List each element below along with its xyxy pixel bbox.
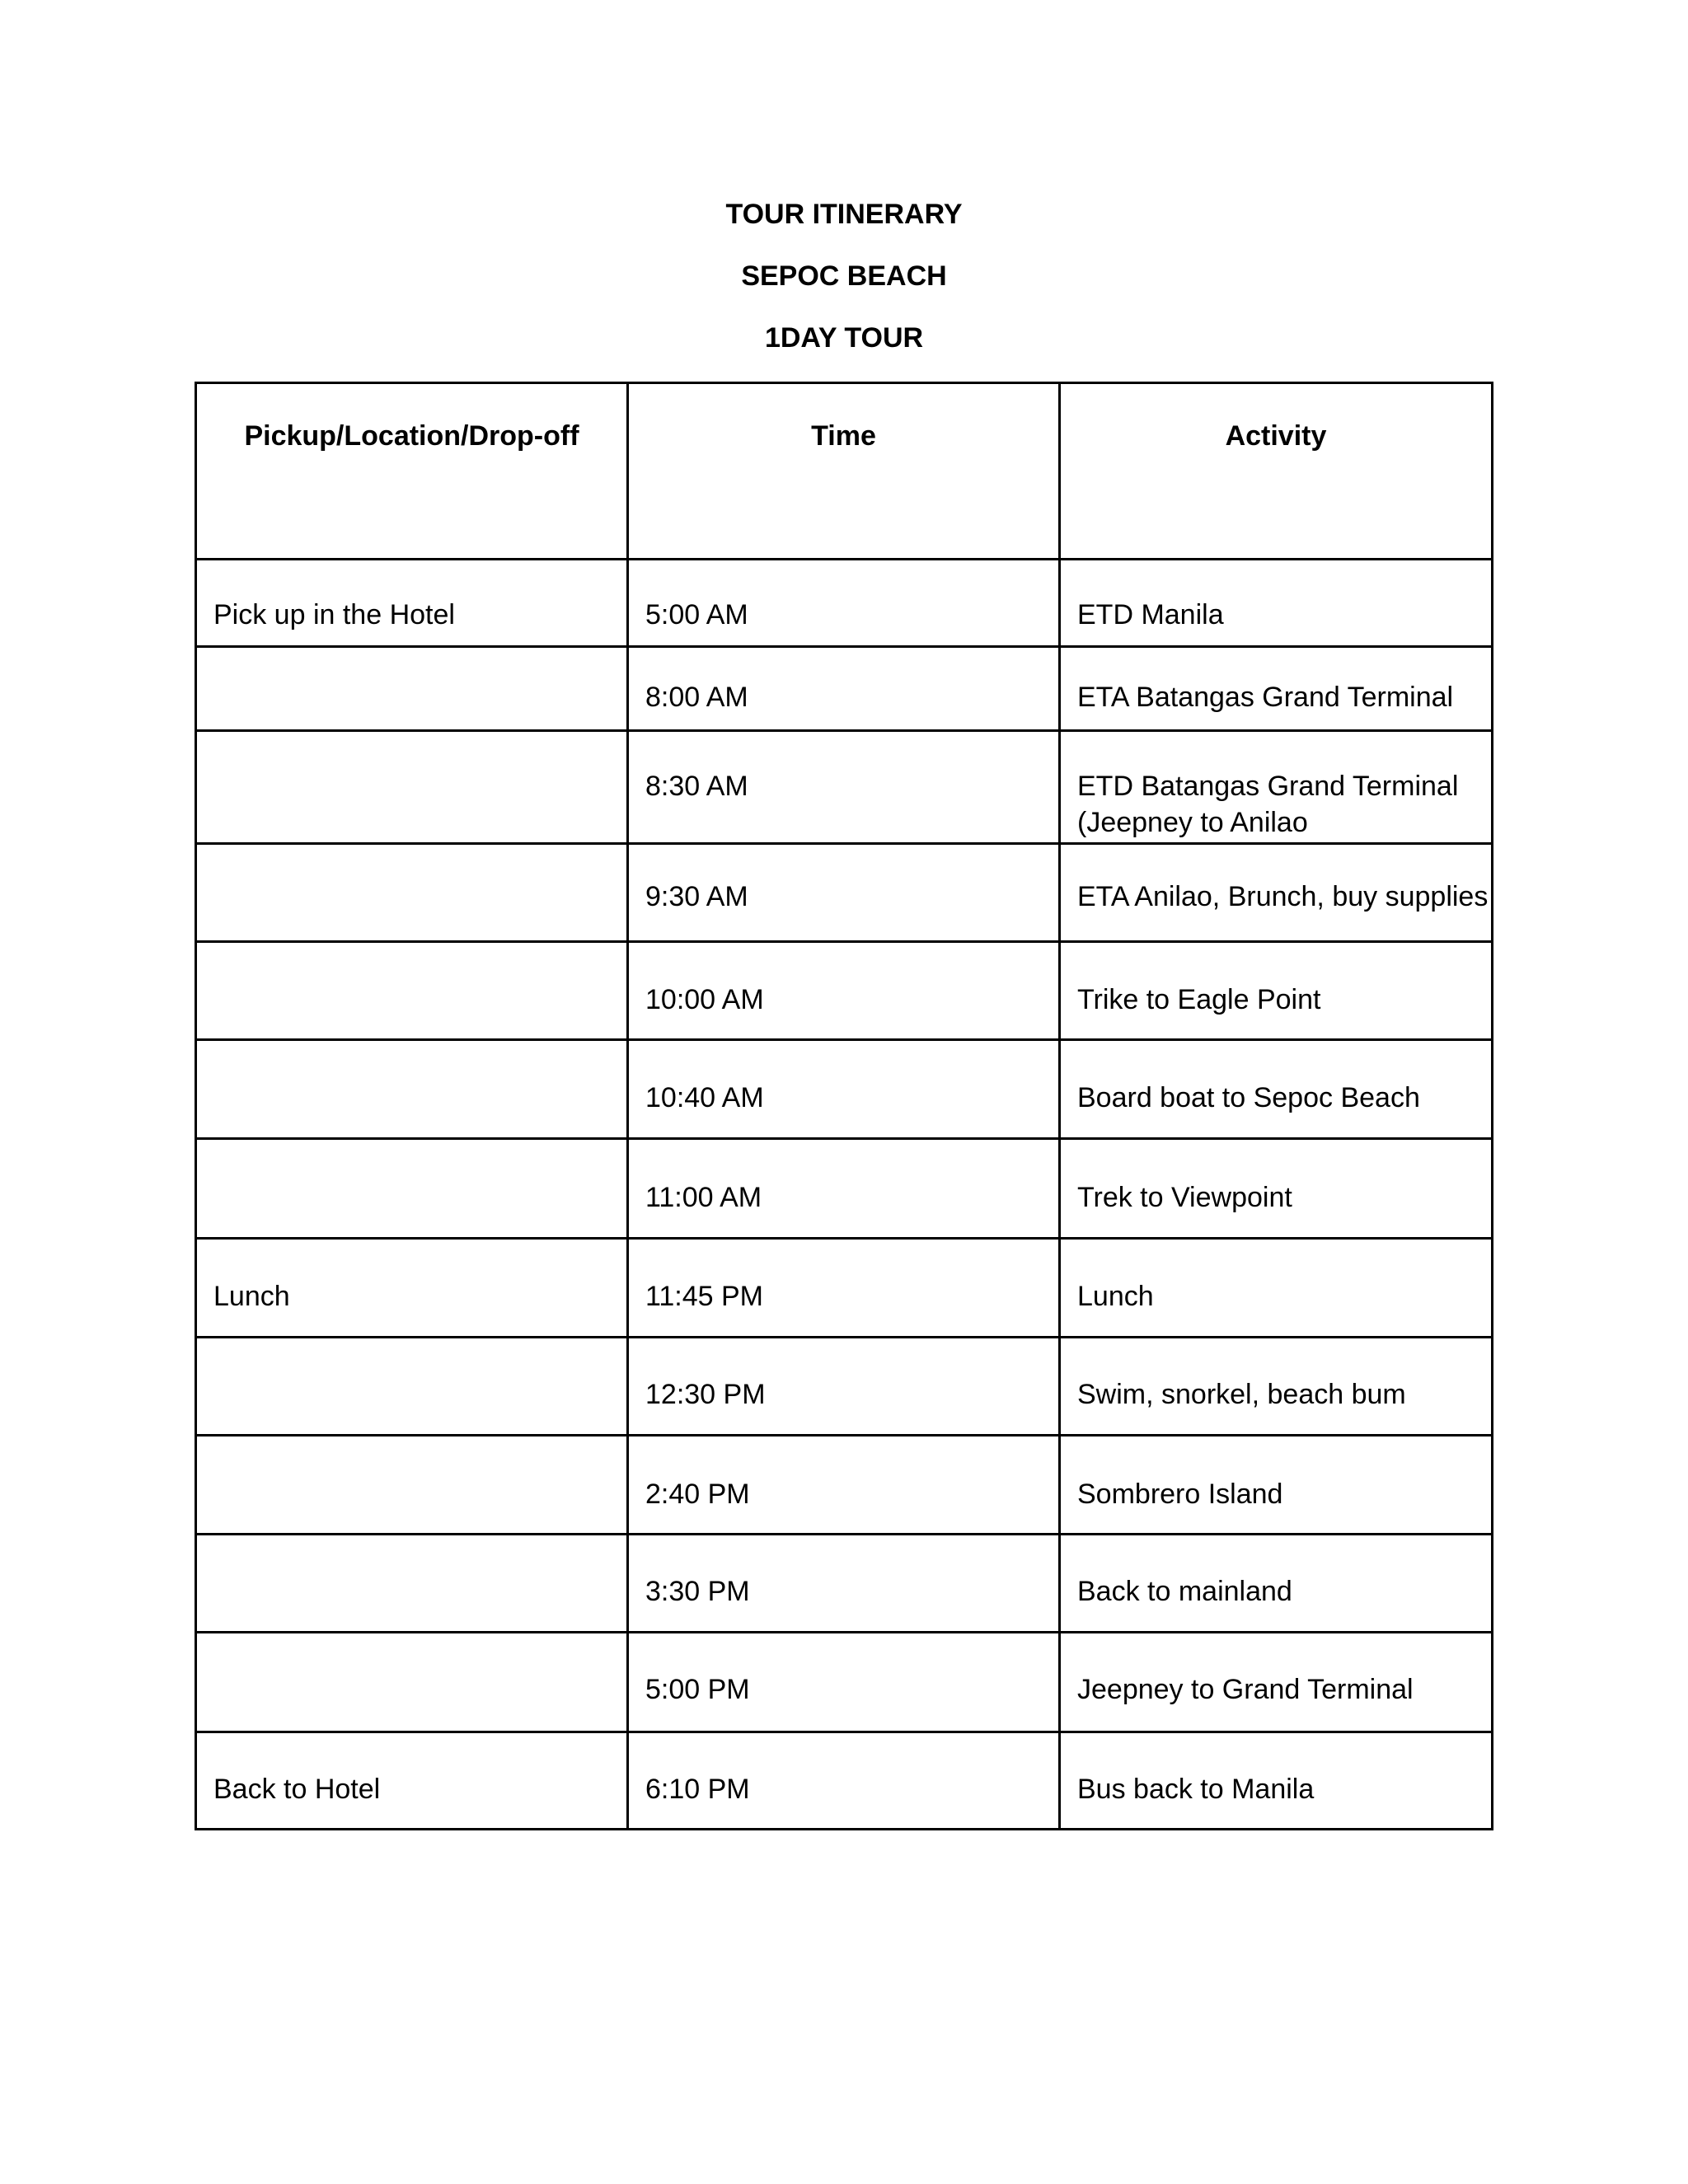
activity-cell — [1060, 1633, 1493, 1732]
time-cell — [628, 844, 1060, 942]
location-cell-text: Back to Hotel — [213, 1774, 381, 1805]
activity-cell — [1060, 942, 1493, 1040]
time-cell-text: 10:40 AM — [645, 1082, 764, 1113]
activity-cell — [1060, 1535, 1493, 1633]
table-row — [196, 1040, 1493, 1139]
location-cell — [196, 1633, 628, 1732]
destination-title: SEPOC BEACH — [741, 260, 947, 292]
activity-cell-text: ETD Batangas Grand Terminal — [1077, 771, 1459, 802]
activity-cell — [1060, 1436, 1493, 1535]
time-cell-text: 3:30 PM — [645, 1576, 750, 1607]
table-row — [196, 1338, 1493, 1436]
activity-cell-text: Lunch — [1077, 1281, 1154, 1312]
table-header-row — [196, 383, 1493, 560]
location-cell — [196, 844, 628, 942]
time-cell-text: 6:10 PM — [645, 1774, 750, 1805]
activity-cell-text: Trike to Eagle Point — [1077, 984, 1321, 1015]
time-cell-text: 12:30 PM — [645, 1379, 766, 1410]
location-cell — [196, 1732, 628, 1830]
activity-cell — [1060, 731, 1493, 844]
activity-cell-text: Trek to Viewpoint — [1077, 1182, 1292, 1213]
time-cell-text: 11:45 PM — [645, 1281, 764, 1312]
activity-cell — [1060, 1239, 1493, 1338]
table-row — [196, 560, 1493, 647]
table-row — [196, 1436, 1493, 1535]
time-cell-text: 8:30 AM — [645, 771, 748, 802]
time-cell — [628, 1239, 1060, 1338]
table-row — [196, 731, 1493, 844]
time-cell — [628, 1535, 1060, 1633]
location-cell — [196, 647, 628, 731]
location-cell — [196, 942, 628, 1040]
time-cell-text: 5:00 AM — [645, 599, 748, 630]
table-row — [196, 647, 1493, 731]
activity-cell-text-line2: (Jeepney to Anilao — [1077, 807, 1308, 838]
time-cell — [628, 560, 1060, 647]
location-cell — [196, 1338, 628, 1436]
activity-cell — [1060, 1338, 1493, 1436]
column-header-location: Pickup/Location/Drop-off — [196, 383, 628, 560]
table-row — [196, 844, 1493, 942]
location-cell — [196, 560, 628, 647]
location-cell-text: Lunch — [213, 1281, 290, 1312]
location-cell — [196, 1436, 628, 1535]
time-cell-text: 11:00 AM — [645, 1182, 762, 1213]
activity-cell-text: ETD Manila — [1077, 599, 1224, 630]
location-cell — [196, 1139, 628, 1239]
time-cell — [628, 1633, 1060, 1732]
location-cell-text: Pick up in the Hotel — [213, 599, 455, 630]
document-title: TOUR ITINERARY — [725, 199, 963, 230]
activity-cell-text: Swim, snorkel, beach bum — [1077, 1379, 1406, 1410]
table-row — [196, 1732, 1493, 1830]
itinerary-table — [195, 382, 1493, 1830]
time-cell — [628, 1040, 1060, 1139]
time-cell — [628, 1139, 1060, 1239]
column-header-activity: Activity — [1060, 383, 1493, 560]
activity-cell-text: Board boat to Sepoc Beach — [1077, 1082, 1420, 1113]
activity-cell-text: Jeepney to Grand Terminal — [1077, 1674, 1414, 1705]
activity-cell — [1060, 1040, 1493, 1139]
activity-cell — [1060, 1732, 1493, 1830]
time-cell — [628, 1338, 1060, 1436]
location-cell — [196, 1040, 628, 1139]
activity-cell-text: Back to mainland — [1077, 1576, 1292, 1607]
time-cell-text: 2:40 PM — [645, 1479, 750, 1510]
time-cell — [628, 1732, 1060, 1830]
activity-cell — [1060, 1139, 1493, 1239]
time-cell-text: 9:30 AM — [645, 881, 748, 912]
activity-cell-text: ETA Batangas Grand Terminal — [1077, 682, 1454, 713]
activity-cell-text: Bus back to Manila — [1077, 1774, 1315, 1805]
table-row — [196, 1633, 1493, 1732]
tour-duration-title: 1DAY TOUR — [764, 322, 924, 354]
table-row — [196, 1535, 1493, 1633]
location-cell — [196, 1239, 628, 1338]
time-cell — [628, 647, 1060, 731]
activity-cell-text: ETA Anilao, Brunch, buy supplies — [1077, 881, 1489, 912]
activity-cell — [1060, 647, 1493, 731]
time-cell-text: 10:00 AM — [645, 984, 764, 1015]
column-header-time: Time — [628, 383, 1060, 560]
activity-cell — [1060, 844, 1493, 942]
table-row — [196, 1139, 1493, 1239]
time-cell — [628, 942, 1060, 1040]
time-cell-text: 8:00 AM — [645, 682, 748, 713]
table-row — [196, 1239, 1493, 1338]
table-row — [196, 942, 1493, 1040]
time-cell — [628, 1436, 1060, 1535]
location-cell — [196, 1535, 628, 1633]
activity-cell-text: Sombrero Island — [1077, 1479, 1283, 1510]
time-cell — [628, 731, 1060, 844]
time-cell-text: 5:00 PM — [645, 1674, 750, 1705]
activity-cell — [1060, 560, 1493, 647]
location-cell — [196, 731, 628, 844]
